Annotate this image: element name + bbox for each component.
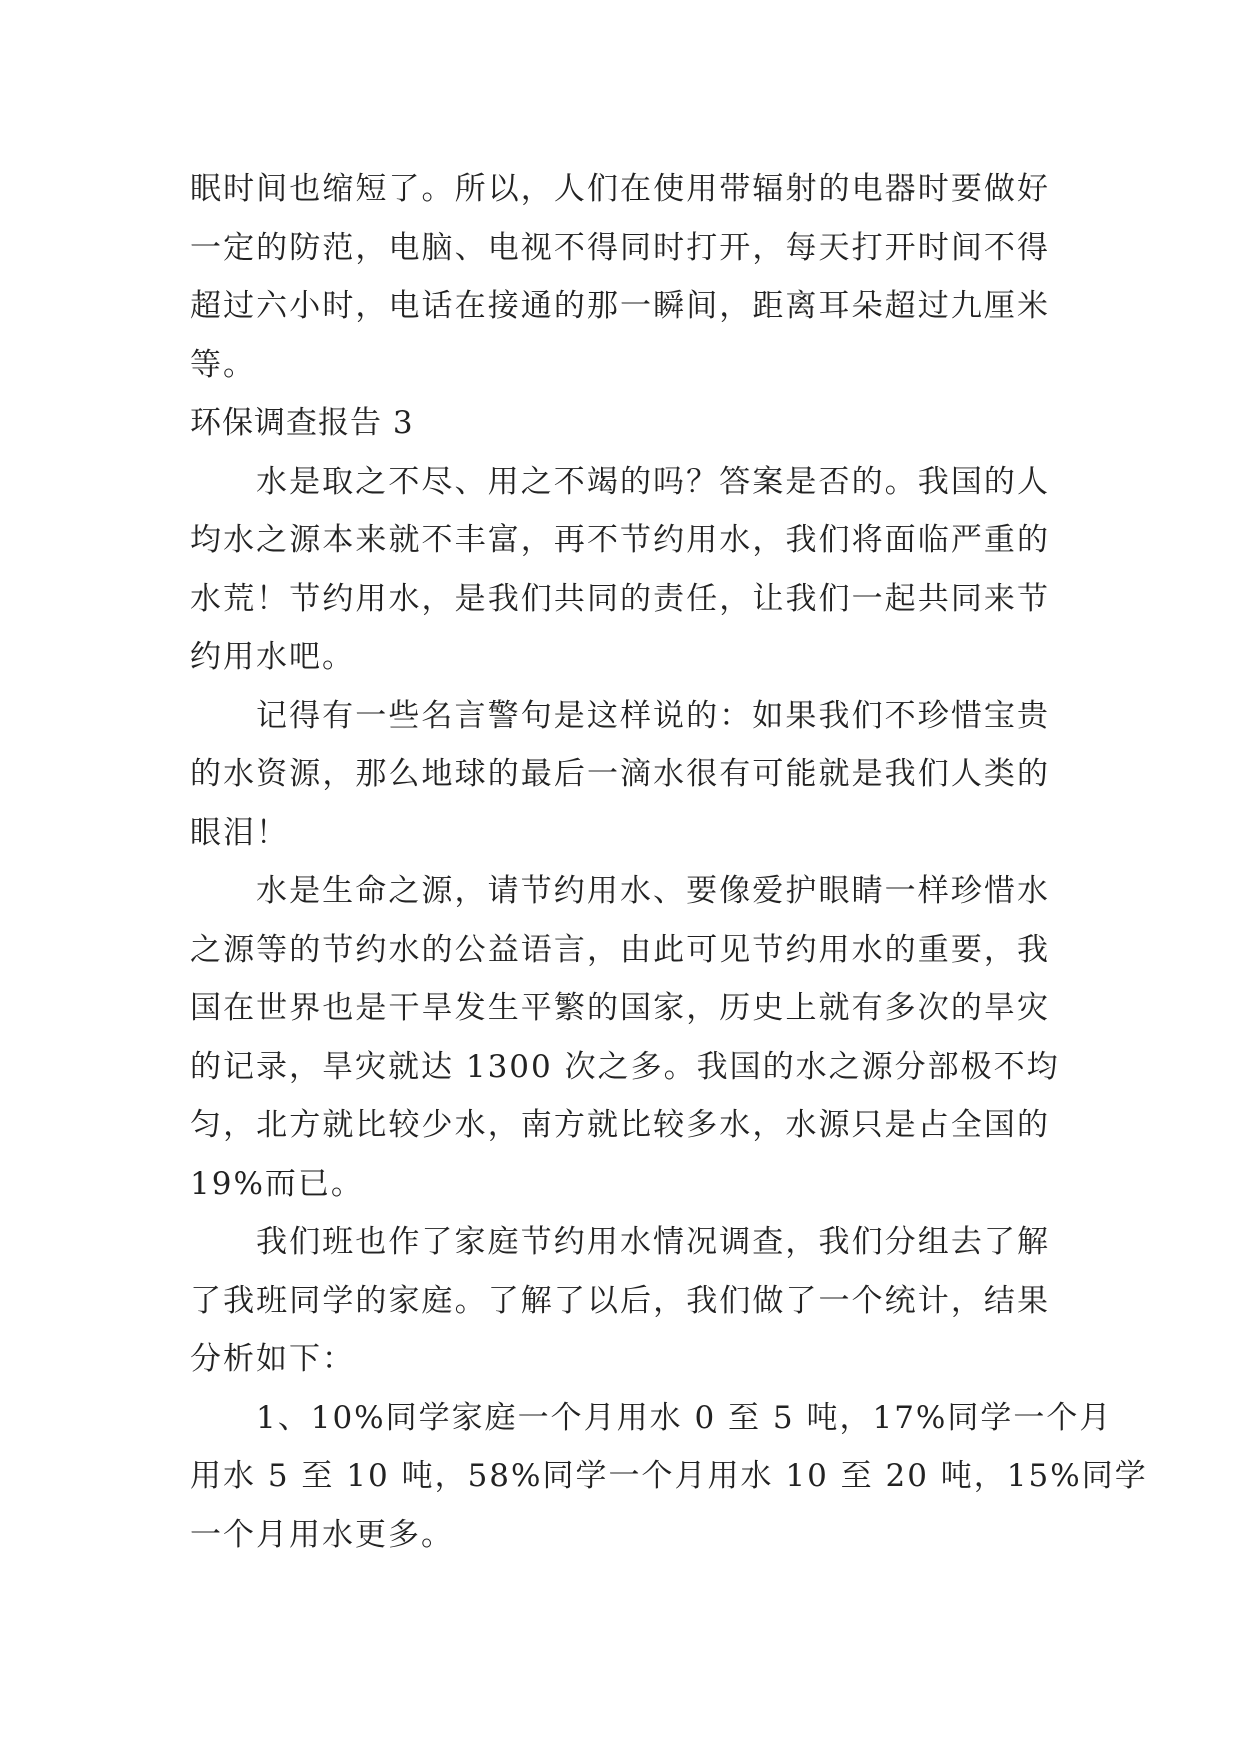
paragraph bbox=[190, 1213, 1050, 1389]
paragraph-line: 一定的防范，电脑、电视不得同时打开，每天打开时间不得 bbox=[190, 229, 1050, 266]
paragraph bbox=[190, 862, 1060, 1213]
document-body bbox=[190, 160, 1148, 1564]
paragraph-line: 记得有一些名言警句是这样说的：如果我们不珍惜宝贵 bbox=[256, 697, 1050, 734]
paragraph-line: 的水资源，那么地球的最后一滴水很有可能就是我们人类的 bbox=[190, 756, 1050, 792]
paragraph bbox=[190, 687, 1050, 863]
paragraph-line: 分析如下： bbox=[190, 1341, 355, 1377]
paragraph-line: 的记录，旱灾就达 1300 次之多。我国的水之源分部极不均 bbox=[190, 1048, 1060, 1085]
paragraph-line: 匀，北方就比较少水，南方就比较多水，水源只是占全国的 bbox=[190, 1107, 1050, 1143]
paragraph-line: 之源等的节约水的公益语言，由此可见节约用水的重要，我 bbox=[190, 931, 1050, 968]
paragraph-line: 眼泪！ bbox=[190, 814, 289, 851]
paragraph-line: 一个月用水更多。 bbox=[190, 1516, 454, 1553]
paragraph-line: 我们班也作了家庭节约用水情况调查，我们分组去了解 bbox=[256, 1224, 1050, 1260]
paragraph-line: 超过六小时，电话在接通的那一瞬间，距离耳朵超过九厘米 bbox=[190, 288, 1050, 324]
paragraph-line: 均水之源本来就不丰富，再不节约用水，我们将面临严重的 bbox=[190, 522, 1050, 558]
paragraph bbox=[190, 1389, 1148, 1565]
paragraph-line: 水荒！节约用水，是我们共同的责任，让我们一起共同来节 bbox=[190, 580, 1050, 617]
paragraph-line: 国在世界也是干旱发生平繁的国家，历史上就有多次的旱灾 bbox=[190, 990, 1050, 1026]
paragraph-line: 眠时间也缩短了。所以，人们在使用带辐射的电器时要做好 bbox=[190, 171, 1050, 207]
paragraph-line: 等。 bbox=[190, 346, 256, 383]
paragraph bbox=[190, 453, 1050, 687]
paragraph-line: 1、10%同学家庭一个月用水 0 至 5 吨，17%同学一个月 bbox=[256, 1399, 1113, 1436]
paragraph-line: 19%而已。 bbox=[190, 1165, 364, 1202]
paragraph-line: 约用水吧。 bbox=[190, 639, 355, 675]
paragraph-line: 水是取之不尽、用之不竭的吗？答案是否的。我国的人 bbox=[256, 463, 1050, 500]
paragraph-line: 水是生命之源，请节约用水、要像爱护眼睛一样珍惜水 bbox=[256, 873, 1050, 909]
paragraph-line: 了我班同学的家庭。了解了以后，我们做了一个统计，结果 bbox=[190, 1282, 1050, 1319]
continuation-paragraph bbox=[190, 160, 1050, 394]
section-heading: 环保调查报告 3 bbox=[190, 405, 414, 441]
paragraph-line: 用水 5 至 10 吨，58%同学一个月用水 10 至 20 吨，15%同学 bbox=[190, 1458, 1148, 1494]
